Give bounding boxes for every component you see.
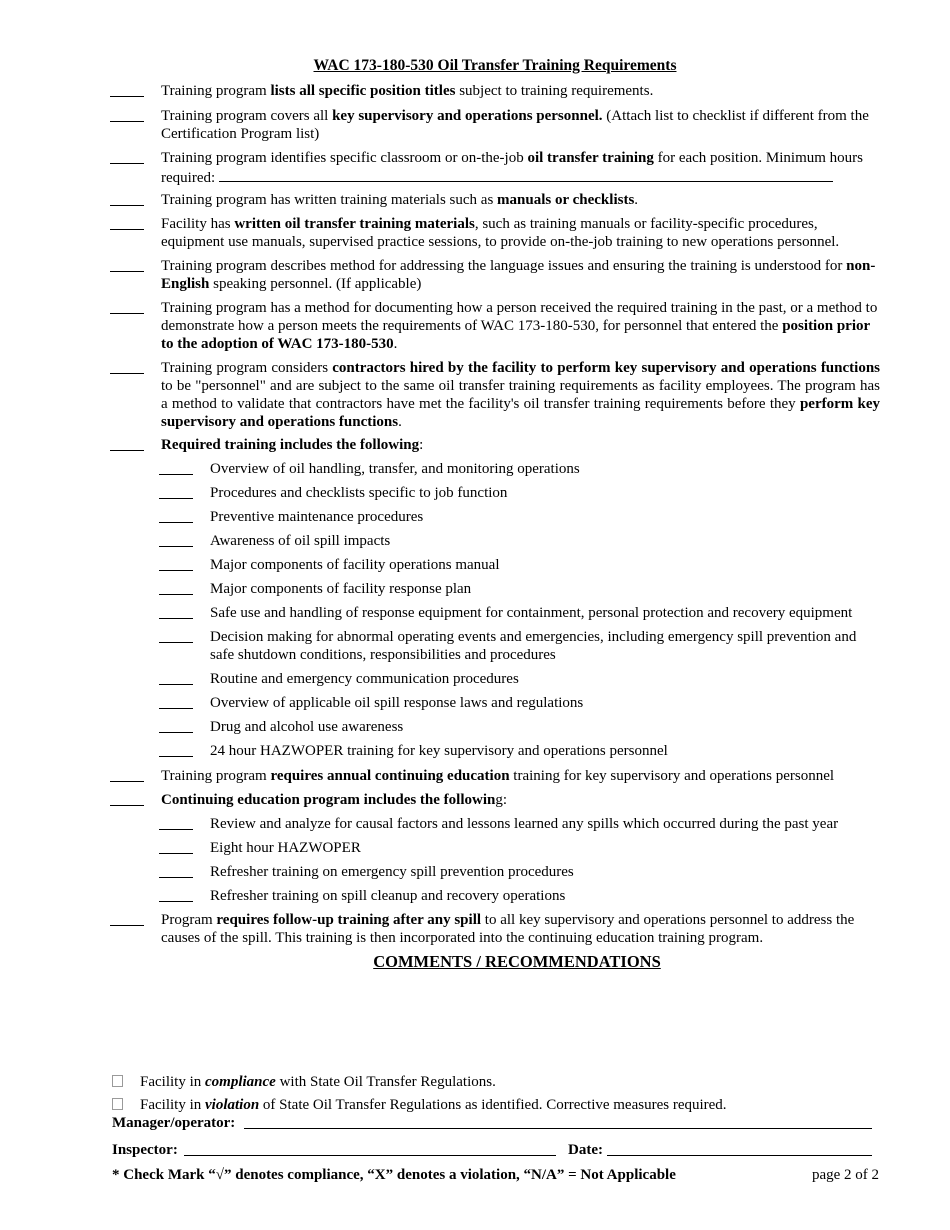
check-blank[interactable] — [159, 887, 193, 902]
check-blank[interactable] — [110, 359, 144, 374]
check-blank[interactable] — [159, 694, 193, 709]
item-text: Training program describes method for addressing the language issues and ensuring the training is understood for non-English speaking personnel. (If applicable) — [161, 258, 876, 292]
item-text: Training program has a method for documenting how a person received the required training in the past, or a method to demonstrate how a person meets the requirements of WAC 173-180-530, for personnel that entered the position prior to the adoption of WAC 173-180-530. — [161, 300, 878, 352]
sub-item-text: Awareness of oil spill impacts — [210, 533, 391, 549]
check-blank[interactable] — [110, 82, 144, 97]
check-blank[interactable] — [159, 839, 193, 854]
sub-item-text: Major components of facility operations manual — [210, 557, 500, 573]
manager-signature-line[interactable] — [244, 1114, 872, 1129]
sub-item-text: Decision making for abnormal operating events and emergencies, including emergency spill prevention and safe shutdown conditions, responsibilities and procedures — [210, 629, 857, 663]
item-text: Required training includes the following: — [161, 437, 424, 453]
check-blank[interactable] — [159, 532, 193, 547]
sub-item-text: 24 hour HAZWOPER training for key supervisory and operations personnel — [210, 743, 668, 759]
check-blank[interactable] — [110, 191, 144, 206]
violation-label: Facility in violation of State Oil Transfer Regulations as identified. Corrective measures required. — [140, 1097, 727, 1113]
sub-item-text: Overview of applicable oil spill response laws and regulations — [210, 695, 584, 711]
compliance-checkbox[interactable] — [112, 1075, 123, 1087]
check-blank[interactable] — [159, 580, 193, 595]
check-blank[interactable] — [110, 791, 144, 806]
check-blank[interactable] — [159, 508, 193, 523]
legend-footer: * Check Mark “√” denotes compliance, “X” denotes a violation, “N/A” = Not Applicable — [112, 1167, 676, 1183]
compliance-label: Facility in compliance with State Oil Transfer Regulations. — [140, 1074, 496, 1090]
inspector-signature-line[interactable] — [184, 1141, 556, 1156]
sub-item-text: Drug and alcohol use awareness — [210, 719, 404, 735]
item-text: Training program has written training materials such as manuals or checklists. — [161, 192, 639, 208]
check-blank[interactable] — [159, 863, 193, 878]
item-text: Facility has written oil transfer training materials, such as training manuals or facility-specific procedures, equipment use manuals, supervised practice sessions, to provide on-the-job training to new operations personnel. — [161, 216, 840, 250]
minimum-hours-line[interactable] — [219, 167, 833, 182]
sub-item-text: Safe use and handling of response equipment for containment, personal protection and recovery equipment — [210, 605, 853, 621]
check-blank[interactable] — [159, 604, 193, 619]
sub-item-text: Refresher training on spill cleanup and recovery operations — [210, 888, 566, 904]
page-number: page 2 of 2 — [811, 1167, 879, 1183]
check-blank[interactable] — [159, 815, 193, 830]
sub-item-text: Routine and emergency communication procedures — [210, 671, 519, 687]
manager-label: Manager/operator: — [112, 1115, 236, 1131]
check-blank[interactable] — [110, 107, 144, 122]
check-blank[interactable] — [159, 742, 193, 757]
check-blank[interactable] — [159, 670, 193, 685]
check-blank[interactable] — [159, 484, 193, 499]
violation-checkbox[interactable] — [112, 1098, 123, 1110]
sub-item-text: Eight hour HAZWOPER — [210, 840, 361, 856]
check-blank[interactable] — [110, 911, 144, 926]
check-blank[interactable] — [159, 556, 193, 571]
sub-item-text: Procedures and checklists specific to job function — [210, 485, 508, 501]
page-title: WAC 173-180-530 Oil Transfer Training Requirements — [313, 57, 677, 74]
check-blank[interactable] — [110, 257, 144, 272]
check-blank[interactable] — [110, 149, 144, 164]
inspector-label: Inspector: — [112, 1142, 178, 1158]
check-blank[interactable] — [110, 215, 144, 230]
date-line[interactable] — [607, 1141, 872, 1156]
sub-item-text: Major components of facility response plan — [210, 581, 472, 597]
item-text: Training program considers contractors hired by the facility to perform key supervisory and operations functions to be "personnel" and are subject to the same oil transfer training requirements as facility employees. The program has a method to validate that contractors have met the facility's oil transfer training requirements before they perform key supervisory and operations functions. — [161, 360, 881, 430]
item-text: Training program covers all key supervisory and operations personnel. (Attach list to checklist if different from the Certification Program list) — [161, 108, 869, 142]
check-blank[interactable] — [110, 299, 144, 314]
item-text: Training program lists all specific position titles subject to training requirements. — [161, 83, 654, 99]
date-label: Date: — [568, 1142, 603, 1158]
check-blank[interactable] — [159, 718, 193, 733]
sub-item-text: Refresher training on emergency spill prevention procedures — [210, 864, 574, 880]
check-blank[interactable] — [159, 460, 193, 475]
check-blank[interactable] — [110, 767, 144, 782]
sub-item-text: Preventive maintenance procedures — [210, 509, 424, 525]
item-text: Training program identifies specific classroom or on-the-job oil transfer training for each position. Minimum hours required: — [161, 150, 863, 186]
check-blank[interactable] — [159, 628, 193, 643]
item-text: Continuing education program includes the following: — [161, 792, 508, 808]
check-blank[interactable] — [110, 436, 144, 451]
comments-heading: COMMENTS / RECOMMENDATIONS — [373, 952, 661, 971]
sub-item-text: Review and analyze for causal factors and lessons learned any spills which occurred during the past year — [210, 816, 839, 832]
item-text: Training program requires annual continuing education training for key supervisory and operations personnel — [161, 768, 835, 784]
item-text: Program requires follow-up training after any spill to all key supervisory and operations personnel to address the causes of the spill. This training is then incorporated into the continuing education training program. — [161, 912, 855, 946]
sub-item-text: Overview of oil handling, transfer, and monitoring operations — [210, 461, 580, 477]
